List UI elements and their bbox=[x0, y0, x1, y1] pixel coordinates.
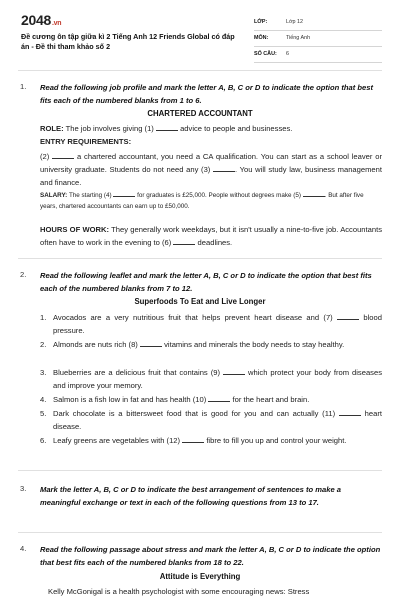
header-divider bbox=[18, 70, 382, 71]
meta-value: Tiếng Anh bbox=[286, 35, 311, 41]
section-divider bbox=[18, 258, 382, 259]
blank-3[interactable] bbox=[213, 165, 235, 172]
list-item-number: 6. bbox=[40, 436, 47, 445]
hours-line bbox=[40, 223, 382, 249]
blank-11[interactable] bbox=[339, 409, 361, 416]
role-line bbox=[40, 122, 382, 135]
salary-label: SALARY: bbox=[40, 192, 68, 199]
list-item-text-b: vitamins and minerals the body needs to stay healthy. bbox=[164, 340, 345, 349]
entry-text-b: a chartered accountant, you need a CA qualification. You can start as a school leaver or university graduate. Students do not need any (3) bbox=[40, 152, 382, 174]
blank-9[interactable] bbox=[223, 368, 245, 375]
entry-requirements-text bbox=[40, 150, 382, 189]
list-item bbox=[40, 434, 382, 447]
list-item-text-b: for the heart and brain. bbox=[232, 395, 310, 404]
blank-7[interactable] bbox=[337, 313, 359, 320]
list-item-text-b: which protect your body from diseases and improve your memory. bbox=[53, 368, 382, 390]
question-3-instruction: Mark the letter A, B, C or D to indicate the best arrangement of sentences to make a meaningful exchange or text in each of the following questions from 13 to 17. bbox=[40, 485, 342, 507]
page-header bbox=[0, 0, 400, 66]
blank-5[interactable] bbox=[303, 190, 325, 197]
salary-text-a: The starting (4) bbox=[68, 192, 112, 199]
meta-row-subject bbox=[254, 30, 382, 47]
role-label: ROLE: bbox=[40, 124, 64, 133]
meta-value: 6 bbox=[286, 51, 289, 57]
list-item bbox=[40, 338, 382, 351]
list-item-number: 2. bbox=[40, 340, 47, 349]
entry-requirements-label: ENTRY REQUIREMENTS: bbox=[40, 137, 132, 146]
list-item bbox=[40, 407, 382, 433]
job-profile-heading: CHARTERED ACCOUNTANT bbox=[147, 109, 253, 118]
question-number: 4. bbox=[20, 544, 27, 553]
list-item-text-a: Leafy greens are vegetables with (12) bbox=[53, 436, 181, 445]
document-content bbox=[0, 70, 400, 600]
salary-text-c: . But after five years, chartered accountants can earn up to £50,000. bbox=[40, 192, 364, 210]
list-item-number: 3. bbox=[40, 368, 47, 377]
list-item bbox=[40, 393, 382, 406]
salary-line bbox=[40, 190, 382, 212]
list-item-text-b: fibre to fill you up and control your weight. bbox=[206, 436, 347, 445]
meta-key: SỐ CÂU: bbox=[254, 51, 277, 57]
entry-text-c: . You will study law, business management and finance. bbox=[40, 165, 382, 187]
question-number: 2. bbox=[20, 270, 27, 279]
hours-label: HOURS OF WORK: bbox=[40, 225, 110, 234]
leaflet-heading: Superfoods To Eat and Live Longer bbox=[134, 297, 266, 306]
question-2-instruction: Read the following leaflet and mark the letter A, B, C or D to indicate the option that best fits each of the numbered blanks from 7 to 12. bbox=[40, 271, 372, 293]
blank-1[interactable] bbox=[156, 124, 178, 131]
list-item bbox=[40, 311, 382, 337]
meta-value: Lớp 12 bbox=[286, 19, 304, 25]
logo-suffix: .vn bbox=[51, 20, 62, 27]
role-text-b: advice to people and businesses. bbox=[180, 124, 293, 133]
question-number: 3. bbox=[20, 484, 27, 493]
site-logo[interactable] bbox=[21, 12, 61, 28]
question-1-instruction: Read the following job profile and mark the letter A, B, C or D to indicate the option that best fits each of the numbered blanks from 1 to 6. bbox=[40, 83, 374, 105]
list-item-text-a: Avocados are a very nutritious fruit that helps prevent heart disease and (7) bbox=[53, 313, 333, 322]
passage-text: Kelly McGonigal is a health psychologist with some encouraging news: Stress bbox=[48, 587, 310, 596]
list-item-number: 4. bbox=[40, 395, 47, 404]
document-title: Đề cương ôn tập giữa kì 2 Tiếng Anh 12 Friends Global có đáp án - Đề thi tham khảo số 2 bbox=[21, 32, 235, 51]
meta-key: LỚP: bbox=[254, 19, 268, 25]
blank-4[interactable] bbox=[113, 190, 135, 197]
list-item bbox=[40, 366, 382, 392]
section-divider bbox=[18, 532, 382, 533]
question-number: 1. bbox=[20, 82, 27, 91]
salary-text-b: for graduates is £25,000. People without degrees make (5) bbox=[137, 192, 301, 199]
list-item-number: 1. bbox=[40, 313, 47, 322]
passage-heading: Attitude is Everything bbox=[159, 572, 241, 581]
list-item-text-a: Almonds are nuts rich (8) bbox=[53, 340, 138, 349]
blank-8[interactable] bbox=[140, 340, 162, 347]
question-4-instruction: Read the following passage about stress and mark the letter A, B, C or D to indicate the option that best fits each of the numbered blanks from 18 to 22. bbox=[40, 545, 381, 567]
list-item-text-b: heart disease. bbox=[53, 409, 382, 431]
section-divider bbox=[18, 470, 382, 471]
hours-text-a: They generally work weekdays, but it isn't usually a nine-to-five job. Accountants often have to work in the evening to (6) bbox=[40, 225, 382, 247]
meta-key: MÔN: bbox=[254, 35, 269, 41]
list-item-text-a: Blueberries are a delicious fruit that contains (9) bbox=[53, 368, 220, 377]
entry-text-a: (2) bbox=[40, 152, 50, 161]
blank-10[interactable] bbox=[208, 395, 230, 402]
list-item-text-b: blood pressure. bbox=[53, 313, 382, 335]
blank-2[interactable] bbox=[52, 152, 74, 159]
meta-row-question-count bbox=[254, 46, 382, 63]
blank-6[interactable] bbox=[173, 238, 195, 245]
blank-12[interactable] bbox=[182, 436, 204, 443]
logo-text: 2048 bbox=[21, 12, 51, 28]
hours-text-b: deadlines. bbox=[197, 238, 233, 247]
list-item-text-a: Salmon is a fish low in fat and has health (10) bbox=[53, 395, 207, 404]
meta-row-class bbox=[254, 14, 382, 31]
list-item-number: 5. bbox=[40, 409, 47, 418]
list-item-text-a: Dark chocolate is a bittersweet food that is good for you and can actually (11) bbox=[53, 409, 336, 418]
role-text-a: The job involves giving (1) bbox=[65, 124, 154, 133]
